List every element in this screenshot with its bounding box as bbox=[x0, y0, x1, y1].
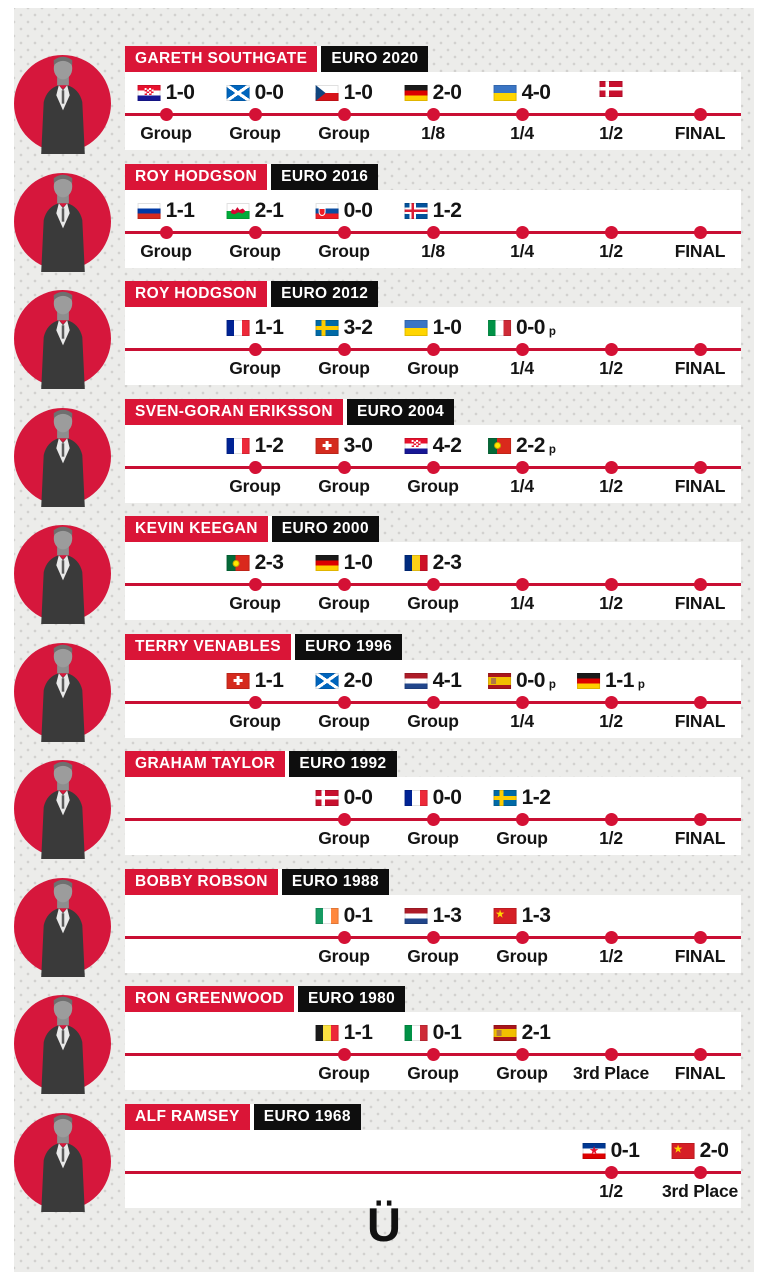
row-banner bbox=[125, 869, 389, 895]
match-result bbox=[405, 786, 462, 810]
stage-dot bbox=[516, 1048, 529, 1061]
match-score: 2-0 bbox=[699, 1138, 729, 1162]
stage-dot bbox=[338, 226, 351, 239]
stage-dot bbox=[694, 578, 707, 591]
results-card bbox=[125, 1012, 741, 1090]
match-score: 1-1 bbox=[165, 198, 195, 222]
stage-dot bbox=[338, 696, 351, 709]
manager-photo bbox=[21, 50, 105, 154]
portugal-flag bbox=[488, 438, 511, 454]
ussr-flag bbox=[672, 1143, 695, 1159]
manager-avatar bbox=[12, 1108, 114, 1212]
match-score: 0-0 bbox=[516, 668, 545, 692]
stage-label: Group bbox=[318, 828, 370, 848]
slovakia-flag bbox=[316, 203, 339, 219]
tournament-name: EURO 1992 bbox=[289, 751, 396, 777]
tournament-row bbox=[0, 751, 768, 869]
stage-label: Group bbox=[407, 475, 459, 496]
stage-dot bbox=[605, 226, 618, 239]
match-result bbox=[494, 1021, 551, 1045]
stage-label: 1/2 bbox=[599, 710, 623, 731]
row-banner bbox=[125, 986, 405, 1012]
penalties-marker: p bbox=[548, 678, 556, 691]
row-banner bbox=[125, 399, 454, 425]
manager-photo bbox=[21, 285, 105, 389]
match-score: 0-1 bbox=[610, 1138, 640, 1162]
spain-flag bbox=[494, 1025, 517, 1041]
stage-dot bbox=[516, 461, 529, 474]
stage-label: 1/4 bbox=[510, 358, 534, 378]
stage-label: Group bbox=[229, 710, 281, 731]
match-score: 2-1 bbox=[521, 1021, 551, 1044]
stage-label: Group bbox=[229, 240, 281, 261]
stage-label: Group bbox=[407, 593, 459, 613]
match-score: 1-0 bbox=[343, 81, 373, 104]
stage-dot bbox=[516, 226, 529, 239]
stage-label: Group bbox=[229, 358, 281, 378]
match-score: 2-2 bbox=[516, 433, 545, 457]
penalties-marker: p bbox=[637, 678, 645, 691]
match-score: 0-0 bbox=[343, 786, 373, 809]
tournament-name: EURO 1996 bbox=[295, 634, 402, 660]
stage-dot bbox=[516, 696, 529, 709]
match-score: 1-2 bbox=[254, 433, 284, 457]
brand-logo: Ü bbox=[367, 1198, 401, 1251]
manager-name: SVEN-GORAN ERIKSSON bbox=[125, 399, 347, 425]
match-score: 4-1 bbox=[432, 668, 462, 692]
stage-label: FINAL bbox=[674, 240, 726, 261]
match-result bbox=[227, 434, 284, 458]
match-result bbox=[405, 1021, 462, 1045]
manager-name: TERRY VENABLES bbox=[125, 634, 295, 660]
switzerland-flag bbox=[316, 438, 339, 454]
match-score: 1-1 bbox=[254, 668, 284, 692]
germany-flag bbox=[405, 85, 428, 101]
match-score: 1-1 bbox=[605, 668, 634, 692]
manager-photo bbox=[21, 403, 105, 507]
ukraine-flag bbox=[405, 320, 428, 336]
row-banner bbox=[125, 751, 397, 777]
match-result bbox=[405, 434, 462, 458]
match-result bbox=[583, 1139, 640, 1163]
stage-label: 1/4 bbox=[510, 593, 534, 613]
match-result bbox=[405, 81, 462, 105]
match-score: 0-0 bbox=[343, 198, 373, 222]
match-result bbox=[494, 786, 551, 810]
stage-dot bbox=[427, 696, 440, 709]
tournament-name: EURO 2004 bbox=[347, 399, 454, 425]
tournament-name: EURO 2016 bbox=[271, 164, 378, 190]
manager-avatar bbox=[12, 755, 114, 859]
match-result bbox=[405, 199, 462, 223]
match-score: 2-0 bbox=[343, 668, 373, 692]
results-card bbox=[125, 542, 741, 620]
stage-label: 1/2 bbox=[599, 475, 623, 496]
stage-label: 3rd Place bbox=[572, 1063, 650, 1083]
ireland-flag bbox=[316, 908, 339, 924]
match-result bbox=[488, 669, 556, 693]
row-banner bbox=[125, 164, 378, 190]
match-result bbox=[138, 81, 195, 105]
stage-dot bbox=[338, 461, 351, 474]
denmark-flag bbox=[316, 790, 339, 806]
results-card bbox=[125, 190, 741, 268]
match-score: 3-2 bbox=[343, 316, 373, 339]
match-score: 0-0 bbox=[432, 786, 462, 809]
wales-flag bbox=[227, 203, 250, 219]
stage-dot bbox=[249, 108, 262, 121]
match-score: 0-0 bbox=[254, 81, 284, 104]
manager-name: BOBBY ROBSON bbox=[125, 869, 282, 895]
manager-name: ROY HODGSON bbox=[125, 164, 271, 190]
tournament-row bbox=[0, 164, 768, 282]
match-score: 1-0 bbox=[343, 551, 373, 574]
manager-avatar bbox=[12, 285, 114, 389]
match-result bbox=[488, 434, 556, 458]
stage-dot bbox=[605, 461, 618, 474]
match-result bbox=[494, 904, 551, 928]
match-score: 0-1 bbox=[343, 903, 373, 927]
stage-label: 1/4 bbox=[510, 475, 534, 496]
stage-label: Group bbox=[229, 475, 281, 496]
manager-avatar bbox=[12, 638, 114, 742]
stage-label: Group bbox=[318, 240, 370, 261]
france-flag bbox=[227, 438, 250, 454]
sweden-flag bbox=[316, 320, 339, 336]
stage-dot bbox=[427, 461, 440, 474]
match-result bbox=[672, 1139, 729, 1163]
stage-label: Group bbox=[318, 475, 370, 496]
stage-dot bbox=[249, 461, 262, 474]
results-card bbox=[125, 1130, 741, 1208]
yugoslavia-flag bbox=[583, 1143, 606, 1159]
stage-label: Group bbox=[140, 123, 192, 143]
match-score: 2-3 bbox=[254, 551, 284, 574]
tournament-name: EURO 1968 bbox=[254, 1104, 361, 1130]
stage-dot bbox=[516, 931, 529, 944]
tournament-row bbox=[0, 399, 768, 517]
row-banner bbox=[125, 281, 378, 307]
match-result bbox=[316, 81, 373, 105]
netherlands-flag bbox=[405, 908, 428, 924]
stage-dot bbox=[605, 696, 618, 709]
stage-label: Group bbox=[407, 828, 459, 848]
stage-label: 1/8 bbox=[421, 240, 445, 261]
stage-dot bbox=[427, 108, 440, 121]
stage-label: 1/4 bbox=[510, 710, 534, 731]
stage-label: Group bbox=[318, 123, 370, 143]
belgium-flag bbox=[316, 1025, 339, 1041]
match-score: 1-3 bbox=[432, 903, 462, 927]
stage-dot bbox=[249, 343, 262, 356]
stage-label: Group bbox=[229, 593, 281, 613]
stage-label: Group bbox=[318, 945, 370, 966]
tournament-name: EURO 2020 bbox=[321, 46, 428, 72]
results-card bbox=[125, 660, 741, 738]
manager-photo bbox=[21, 1108, 105, 1212]
stage-dot bbox=[427, 813, 440, 826]
stage-dot bbox=[160, 108, 173, 121]
stage-label: 1/2 bbox=[599, 593, 623, 613]
stage-label: 1/4 bbox=[510, 123, 534, 143]
match-score: 0-1 bbox=[432, 1021, 462, 1044]
stage-dot bbox=[338, 1048, 351, 1061]
manager-photo bbox=[21, 520, 105, 624]
match-result bbox=[494, 81, 551, 105]
switzerland-flag bbox=[227, 673, 250, 689]
stage-dot bbox=[694, 696, 707, 709]
match-score: 0-0 bbox=[516, 316, 545, 339]
croatia-flag bbox=[138, 85, 161, 101]
germany-flag bbox=[577, 673, 600, 689]
stage-label: Group bbox=[318, 593, 370, 613]
match-score: 4-0 bbox=[521, 81, 551, 104]
stage-dot bbox=[605, 108, 618, 121]
results-card bbox=[125, 895, 741, 973]
tournament-name: EURO 1988 bbox=[282, 869, 389, 895]
stage-label: FINAL bbox=[674, 123, 726, 143]
stage-label: Group bbox=[318, 358, 370, 378]
tournament-row bbox=[0, 46, 768, 164]
stage-label: 1/8 bbox=[421, 123, 445, 143]
stage-label: FINAL bbox=[674, 945, 726, 966]
italy-flag bbox=[488, 320, 511, 336]
match-result bbox=[227, 669, 284, 693]
manager-photo bbox=[21, 755, 105, 859]
stage-label: FINAL bbox=[674, 358, 726, 378]
stage-dot bbox=[427, 1048, 440, 1061]
match-result bbox=[600, 81, 623, 97]
tournament-row bbox=[0, 634, 768, 752]
stage-dot bbox=[338, 931, 351, 944]
match-result bbox=[316, 316, 373, 340]
match-result bbox=[227, 81, 284, 105]
manager-avatar bbox=[12, 50, 114, 154]
stage-dot bbox=[694, 226, 707, 239]
match-result bbox=[405, 904, 462, 928]
match-result bbox=[316, 1021, 373, 1045]
croatia-flag bbox=[405, 438, 428, 454]
match-score: 1-1 bbox=[343, 1021, 373, 1044]
stage-label: Group bbox=[496, 945, 548, 966]
stage-dot bbox=[605, 813, 618, 826]
stage-dot bbox=[516, 108, 529, 121]
iceland-flag bbox=[405, 203, 428, 219]
match-score: 2-0 bbox=[432, 81, 462, 104]
results-card bbox=[125, 72, 741, 150]
tournament-name: EURO 1980 bbox=[298, 986, 405, 1012]
stage-label: Group bbox=[318, 1063, 370, 1083]
manager-photo bbox=[21, 168, 105, 272]
row-banner bbox=[125, 516, 379, 542]
stage-dot bbox=[605, 343, 618, 356]
stage-dot bbox=[605, 1166, 618, 1179]
stage-label: 3rd Place bbox=[661, 1180, 739, 1201]
manager-photo bbox=[21, 873, 105, 977]
match-score: 1-0 bbox=[165, 81, 195, 104]
match-result bbox=[227, 199, 284, 223]
ukraine-flag bbox=[494, 85, 517, 101]
stage-label: 1/4 bbox=[510, 240, 534, 261]
match-result bbox=[405, 669, 462, 693]
stage-label: Group bbox=[407, 945, 459, 966]
portugal-flag bbox=[227, 555, 250, 571]
manager-name: GRAHAM TAYLOR bbox=[125, 751, 289, 777]
stage-label: FINAL bbox=[674, 475, 726, 496]
stage-dot bbox=[605, 1048, 618, 1061]
stage-dot bbox=[427, 931, 440, 944]
stage-dot bbox=[516, 343, 529, 356]
stage-label: 1/2 bbox=[599, 123, 623, 143]
match-result bbox=[577, 669, 645, 693]
stage-label: FINAL bbox=[674, 1063, 726, 1083]
stage-label: Group bbox=[140, 240, 192, 261]
stage-dot bbox=[338, 813, 351, 826]
manager-name: ALF RAMSEY bbox=[125, 1104, 254, 1130]
italy-flag bbox=[405, 1025, 428, 1041]
scotland-flag bbox=[227, 85, 250, 101]
denmark-flag bbox=[600, 81, 623, 97]
timeline-line bbox=[125, 1171, 741, 1174]
row-banner bbox=[125, 634, 402, 660]
tournament-row bbox=[0, 986, 768, 1104]
manager-name: GARETH SOUTHGATE bbox=[125, 46, 321, 72]
match-score: 2-1 bbox=[254, 198, 284, 222]
sweden-flag bbox=[494, 790, 517, 806]
match-result bbox=[227, 316, 284, 340]
stage-label: 1/2 bbox=[599, 945, 623, 966]
match-score: 1-2 bbox=[432, 198, 462, 222]
stage-label: Group bbox=[407, 1063, 459, 1083]
tournament-row bbox=[0, 516, 768, 634]
stage-label: 1/2 bbox=[599, 1180, 623, 1201]
stage-label: 1/2 bbox=[599, 240, 623, 261]
manager-photo bbox=[21, 638, 105, 742]
tournament-row bbox=[0, 869, 768, 987]
match-score: 2-3 bbox=[432, 551, 462, 574]
tournament-name: EURO 2012 bbox=[271, 281, 378, 307]
stage-label: Group bbox=[496, 1063, 548, 1083]
stage-dot bbox=[694, 1048, 707, 1061]
stage-dot bbox=[160, 226, 173, 239]
stage-label: 1/2 bbox=[599, 358, 623, 378]
results-card bbox=[125, 425, 741, 503]
manager-name: KEVIN KEEGAN bbox=[125, 516, 272, 542]
stage-dot bbox=[694, 1166, 707, 1179]
scotland-flag bbox=[316, 673, 339, 689]
stage-dot bbox=[338, 108, 351, 121]
match-score: 3-0 bbox=[343, 433, 373, 457]
stage-dot bbox=[694, 813, 707, 826]
match-result bbox=[316, 904, 373, 928]
penalties-marker: p bbox=[548, 326, 556, 338]
stage-dot bbox=[249, 696, 262, 709]
stage-dot bbox=[427, 226, 440, 239]
france-flag bbox=[227, 320, 250, 336]
stage-dot bbox=[249, 226, 262, 239]
match-result bbox=[138, 199, 195, 223]
france-flag bbox=[405, 790, 428, 806]
manager-name: RON GREENWOOD bbox=[125, 986, 298, 1012]
match-result bbox=[227, 551, 284, 575]
match-result bbox=[316, 199, 373, 223]
germany-flag bbox=[316, 555, 339, 571]
stage-label: Group bbox=[229, 123, 281, 143]
netherlands-flag bbox=[405, 673, 428, 689]
stage-dot bbox=[605, 931, 618, 944]
stage-label: Group bbox=[496, 828, 548, 848]
row-banner bbox=[125, 1104, 361, 1130]
tournament-name: EURO 2000 bbox=[272, 516, 379, 542]
stage-dot bbox=[427, 578, 440, 591]
stage-dot bbox=[694, 343, 707, 356]
match-result bbox=[316, 434, 373, 458]
penalties-marker: p bbox=[548, 443, 556, 456]
manager-avatar bbox=[12, 520, 114, 624]
manager-avatar bbox=[12, 403, 114, 507]
czech-republic-flag bbox=[316, 85, 339, 101]
stage-dot bbox=[694, 461, 707, 474]
manager-avatar bbox=[12, 168, 114, 272]
stage-dot bbox=[516, 578, 529, 591]
stage-label: Group bbox=[318, 710, 370, 731]
manager-photo bbox=[21, 990, 105, 1094]
manager-name: ROY HODGSON bbox=[125, 281, 271, 307]
match-result bbox=[405, 551, 462, 575]
stage-label: Group bbox=[407, 710, 459, 731]
manager-avatar bbox=[12, 873, 114, 977]
results-card bbox=[125, 777, 741, 855]
results-card bbox=[125, 307, 741, 385]
stage-dot bbox=[338, 343, 351, 356]
stage-label: FINAL bbox=[674, 828, 726, 848]
match-result bbox=[405, 316, 462, 340]
stage-dot bbox=[249, 578, 262, 591]
romania-flag bbox=[405, 555, 428, 571]
stage-label: FINAL bbox=[674, 710, 726, 731]
russia-flag bbox=[138, 203, 161, 219]
match-score: 1-1 bbox=[254, 316, 284, 339]
stage-dot bbox=[605, 578, 618, 591]
stage-label: 1/2 bbox=[599, 828, 623, 848]
match-score: 1-0 bbox=[432, 316, 462, 339]
stage-dot bbox=[516, 813, 529, 826]
stage-dot bbox=[694, 931, 707, 944]
ussr-flag bbox=[494, 908, 517, 924]
stage-dot bbox=[338, 578, 351, 591]
stage-dot bbox=[694, 108, 707, 121]
match-result bbox=[488, 316, 556, 340]
match-result bbox=[316, 786, 373, 810]
stage-dot bbox=[427, 343, 440, 356]
row-banner bbox=[125, 46, 428, 72]
stage-label: FINAL bbox=[674, 593, 726, 613]
match-score: 4-2 bbox=[432, 433, 462, 457]
match-result bbox=[316, 669, 373, 693]
match-score: 1-3 bbox=[521, 903, 551, 927]
match-result bbox=[316, 551, 373, 575]
match-score: 1-2 bbox=[521, 786, 551, 809]
tournament-row bbox=[0, 281, 768, 399]
stage-label: Group bbox=[407, 358, 459, 378]
manager-avatar bbox=[12, 990, 114, 1094]
spain-flag bbox=[488, 673, 511, 689]
